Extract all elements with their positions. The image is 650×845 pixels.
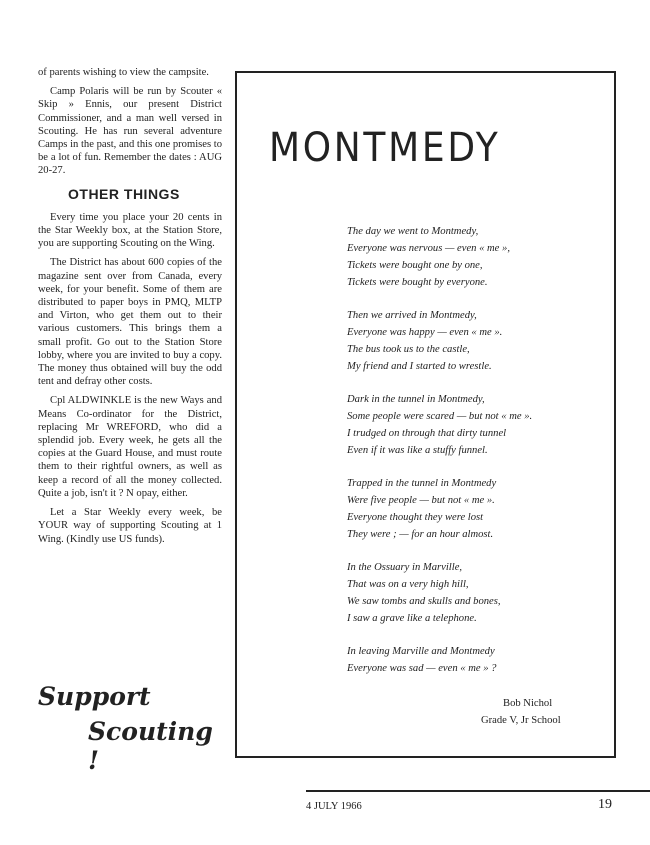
left-paragraph: Every time you place your 20 cents in the Star Weekly box, at the Station Store, you are supporting Scouting on the Wing. bbox=[38, 211, 222, 250]
poem-box bbox=[235, 71, 616, 758]
poem-line: Dark in the tunnel in Montmedy, bbox=[347, 394, 485, 405]
left-paragraph: Let a Star Weekly every week, be YOUR way of supporting Scouting at 1 Wing. (Kindly use US funds). bbox=[38, 507, 222, 545]
poem-line: Tickets were bought by everyone. bbox=[347, 277, 488, 288]
poem-line: I trudged on through that dirty tunnel bbox=[347, 428, 507, 439]
poem-stanza bbox=[347, 643, 607, 677]
left-paragraph: Cpl ALDWINKLE is the new Ways and Means Co-ordinator for the District, replacing Mr WREFORD, who did a splendid job. Every week, he gets all the copies at the Guard House, and must route them to their rightful owners, as well as keep a record of all the money collected. Quite a job, isn't it ? N opay, either. bbox=[38, 395, 222, 499]
footer-date: 4 JULY 1966 bbox=[306, 801, 362, 812]
poem-line: Some people were scared — but not « me ». bbox=[347, 411, 533, 422]
poem-line: The day we went to Montmedy, bbox=[347, 226, 479, 237]
poem-body bbox=[347, 223, 607, 693]
left-paragraph: of parents wishing to view the campsite. bbox=[38, 67, 209, 78]
poem-stanza bbox=[347, 223, 607, 291]
left-column bbox=[38, 66, 222, 552]
section-heading: OTHER THINGS bbox=[68, 185, 180, 202]
poem-line: Even if it was like a stuffy funnel. bbox=[347, 445, 488, 456]
poem-stanza bbox=[347, 475, 607, 543]
poem-line: I saw a grave like a telephone. bbox=[347, 613, 477, 624]
poem-author-block bbox=[481, 695, 561, 729]
poem-line: The bus took us to the castle, bbox=[347, 344, 470, 355]
poem-author: Bob Nichol bbox=[503, 698, 553, 709]
poem-stanza bbox=[347, 307, 607, 375]
poem-line: Trapped in the tunnel in Montmedy bbox=[347, 478, 497, 489]
poem-line: Everyone was happy — even « me ». bbox=[347, 327, 503, 338]
left-paragraph: The District has about 600 copies of the magazine sent over from Canada, every week, for your benefit. Some of them are distributed to paper boys in PMQ, MLTP and Virton, who get them out to their various customers. This brings them a small profit. Go out to the Station Store lobby, where you are invited to buy a copy. The money thus obtained will buy the odd tent and defray other costs. bbox=[38, 257, 222, 388]
poem-line: They were ; — for an hour almost. bbox=[347, 529, 494, 540]
poem-stanza bbox=[347, 391, 607, 459]
poem-stanza bbox=[347, 559, 607, 627]
poem-line: Were five people — but not « me ». bbox=[347, 495, 495, 506]
support-scouting-slogan bbox=[38, 682, 228, 775]
poem-line: Everyone was nervous — even « me », bbox=[347, 243, 510, 254]
slogan-line: Scouting ! bbox=[88, 717, 213, 775]
poem-line: Then we arrived in Montmedy, bbox=[347, 310, 477, 321]
poem-line: Everyone thought they were lost bbox=[347, 512, 484, 523]
poem-author-grade: Grade V, Jr School bbox=[481, 715, 561, 726]
poem-line: In leaving Marville and Montmedy bbox=[347, 646, 495, 657]
left-paragraph: Camp Polaris will be run by Scouter « Skip » Ennis, our present District Commissioner, and a man well versed in Scouting. He has run several adventure Camps in the past, and this one promises to be a lot of fun. Remember the dates : AUG 20-27. bbox=[38, 86, 222, 177]
page-number: 19 bbox=[598, 797, 612, 812]
poem-line: In the Ossuary in Marville, bbox=[347, 562, 463, 573]
poem-line: That was on a very high hill, bbox=[347, 579, 469, 590]
poem-line: Everyone was sad — even « me » ? bbox=[347, 663, 497, 674]
footer-rule bbox=[306, 790, 650, 792]
poem-line: We saw tombs and skulls and bones, bbox=[347, 596, 501, 607]
poem-line: Tickets were bought one by one, bbox=[347, 260, 483, 271]
slogan-line: Support bbox=[38, 682, 151, 711]
poem-line: My friend and I started to wrestle. bbox=[347, 361, 492, 372]
poem-title: MONTMEDY bbox=[269, 125, 501, 171]
